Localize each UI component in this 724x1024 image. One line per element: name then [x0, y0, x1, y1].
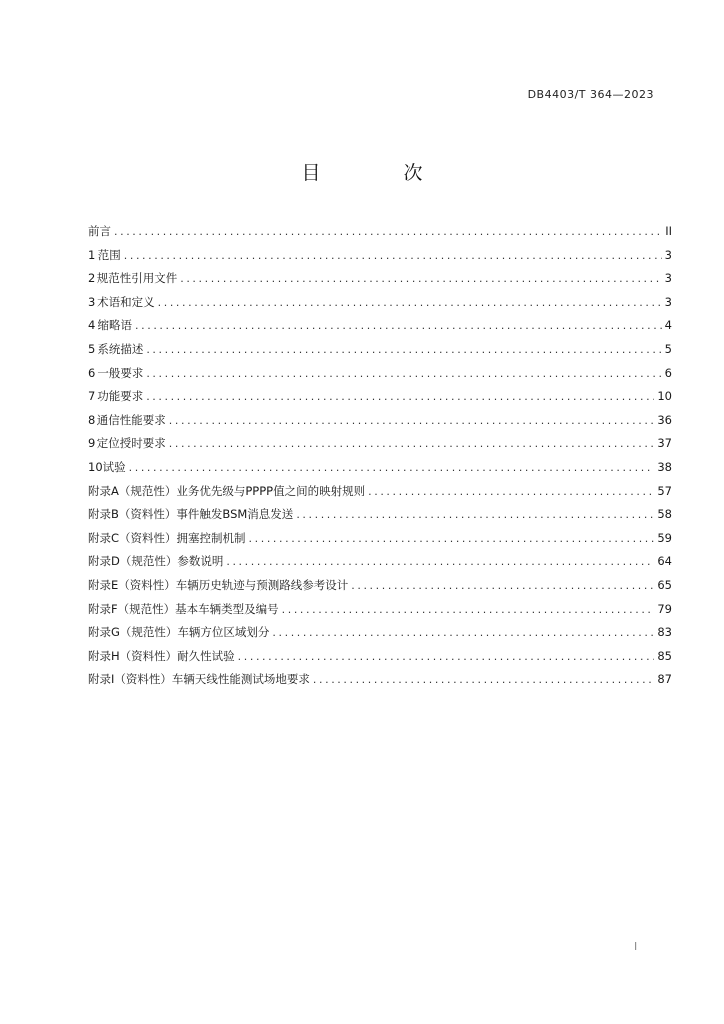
page-number: I — [634, 940, 638, 953]
toc-entry-label: 车辆方位区域划分 — [177, 625, 270, 640]
toc-entry-label: 通信性能要求 — [96, 412, 166, 427]
toc-entry[interactable] — [88, 645, 672, 669]
toc-entry-label: 参数说明 — [177, 554, 224, 569]
dot-leader — [135, 314, 662, 338]
toc-entry[interactable] — [88, 432, 672, 456]
dot-leader — [272, 621, 654, 645]
dot-leader — [146, 362, 661, 386]
toc-entry-label: 拥塞控制机制 — [176, 530, 246, 545]
toc-entry[interactable] — [88, 527, 672, 551]
dot-leader — [368, 480, 654, 504]
toc-entry-appendix: 附录C（资料性） — [88, 530, 177, 545]
dot-leader — [169, 409, 655, 433]
toc-entry-label: 车辆天线性能测试场地要求 — [171, 672, 310, 687]
dot-leader — [296, 503, 654, 527]
dot-leader — [114, 220, 662, 244]
toc-entry-appendix: 附录E（资料性） — [88, 577, 176, 592]
toc-entry[interactable] — [88, 291, 672, 315]
toc-entry-page: 3 — [664, 271, 672, 286]
toc-entry-label: 范围 — [97, 247, 121, 262]
toc-entry[interactable] — [88, 503, 672, 527]
toc-entry-page: 4 — [664, 318, 672, 333]
toc-entry[interactable] — [88, 550, 672, 574]
toc-entry-page: 87 — [657, 672, 672, 687]
toc-entry[interactable] — [88, 267, 672, 291]
dot-leader — [169, 432, 655, 456]
dot-leader — [238, 645, 655, 669]
toc-entry-label: 一般要求 — [97, 365, 144, 380]
toc-entry[interactable] — [88, 598, 672, 622]
dot-leader — [146, 338, 661, 362]
toc-entry-page: 10 — [657, 389, 672, 404]
toc-entry-appendix: 附录F（规范性） — [88, 601, 176, 616]
dot-leader — [180, 267, 661, 291]
toc-entry-number: 5 — [88, 341, 96, 356]
toc-entry-label: 前言 — [88, 224, 111, 238]
toc-entry-appendix: 附录B（资料性） — [88, 507, 177, 522]
toc-entry-number: 10 — [88, 459, 103, 474]
toc-entry[interactable] — [88, 456, 672, 480]
dot-leader — [351, 574, 654, 598]
toc-entry-appendix: 附录D（规范性） — [88, 554, 178, 569]
toc-entry-label: 定位授时要求 — [96, 436, 166, 451]
toc-entry-number: 2 — [88, 271, 96, 286]
toc-entry-page: 57 — [657, 483, 672, 498]
toc-entry-page: 85 — [657, 648, 672, 663]
dot-leader — [124, 244, 662, 268]
toc-entry-appendix: 附录G（规范性） — [88, 625, 178, 640]
toc-entry-page: 3 — [664, 294, 672, 309]
toc-entry[interactable] — [88, 574, 672, 598]
toc-entry-number: 3 — [88, 294, 96, 309]
toc-entry-page: 79 — [657, 601, 672, 616]
toc-entry-page: 65 — [657, 577, 672, 592]
document-code: DB4403/T 364—2023 — [527, 88, 654, 101]
toc-entry[interactable] — [88, 220, 672, 244]
toc-entry-page: 59 — [657, 530, 672, 545]
toc-entry-label: 术语和定义 — [97, 294, 155, 309]
toc-entry-page: 58 — [657, 507, 672, 522]
toc-entry-label: 系统描述 — [97, 341, 144, 356]
toc-entry[interactable] — [88, 480, 672, 504]
toc-entry[interactable] — [88, 621, 672, 645]
toc-entry[interactable] — [88, 314, 672, 338]
dot-leader — [226, 550, 654, 574]
toc-entry-label: 试验 — [102, 459, 126, 474]
toc-entry-page: 37 — [657, 436, 672, 451]
toc-entry-page: 64 — [657, 554, 672, 569]
table-of-contents — [88, 220, 672, 692]
toc-entry-number: 6 — [88, 365, 96, 380]
toc-entry-appendix: 附录A（规范性） — [88, 483, 177, 498]
toc-entry-label: 业务优先级与PPPP值之间的映射规则 — [176, 483, 366, 498]
toc-entry-label: 事件触发BSM消息发送 — [176, 507, 294, 522]
toc-entry-page: 5 — [664, 341, 672, 356]
toc-entry-number: 4 — [88, 318, 96, 333]
toc-entry[interactable] — [88, 244, 672, 268]
dot-leader — [249, 527, 655, 551]
page-title: 目 次 — [301, 162, 455, 184]
dot-leader — [313, 668, 654, 692]
dot-leader — [146, 385, 654, 409]
toc-entry-number: 8 — [88, 412, 96, 427]
toc-entry-label: 功能要求 — [97, 389, 144, 404]
toc-entry-page: 3 — [664, 247, 672, 262]
toc-entry-label: 车辆历史轨迹与预测路线参考设计 — [175, 577, 349, 592]
toc-entry-page: 83 — [657, 625, 672, 640]
dot-leader — [282, 598, 655, 622]
toc-entry[interactable] — [88, 409, 672, 433]
toc-entry-label: 基本车辆类型及编号 — [175, 601, 279, 616]
toc-entry[interactable] — [88, 668, 672, 692]
toc-entry-appendix: 附录I（资料性） — [88, 672, 172, 687]
toc-entry-number: 9 — [88, 436, 96, 451]
toc-entry[interactable] — [88, 362, 672, 386]
toc-entry-number: 1 — [88, 247, 96, 262]
toc-entry[interactable] — [88, 385, 672, 409]
dot-leader — [129, 456, 655, 480]
toc-entry-page: II — [665, 224, 672, 238]
toc-entry-appendix: 附录H（资料性） — [88, 648, 178, 663]
toc-entry-label: 规范性引用文件 — [96, 271, 178, 286]
toc-entry-label: 耐久性试验 — [177, 648, 235, 663]
toc-entry-page: 36 — [657, 412, 672, 427]
toc-entry-page: 38 — [657, 459, 672, 474]
toc-entry[interactable] — [88, 338, 672, 362]
dot-leader — [158, 291, 662, 315]
toc-entry-number: 7 — [88, 389, 96, 404]
toc-entry-label: 缩略语 — [97, 318, 133, 333]
toc-entry-page: 6 — [664, 365, 672, 380]
